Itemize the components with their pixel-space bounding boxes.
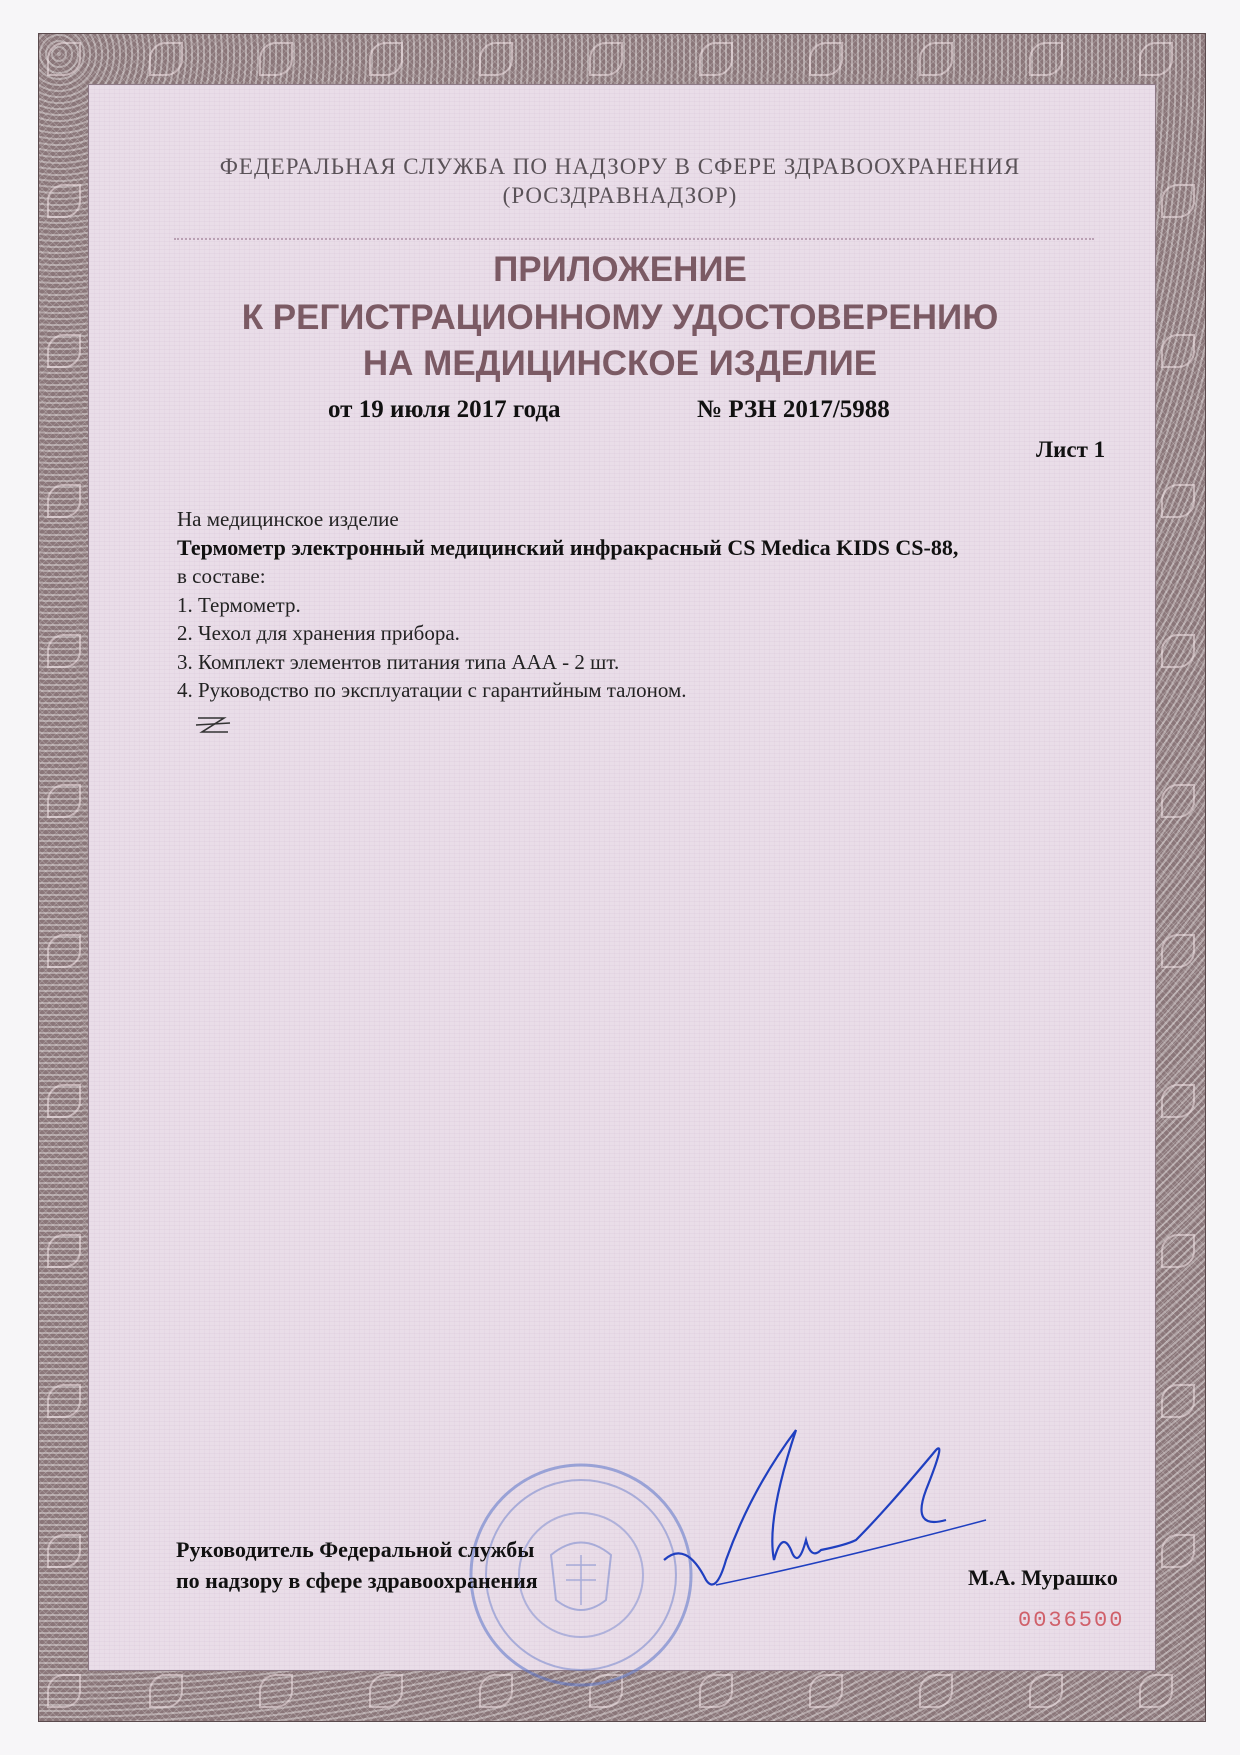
frame-ornament bbox=[1139, 1674, 1173, 1708]
frame-ornament bbox=[589, 42, 623, 76]
frame-ornament bbox=[47, 784, 81, 818]
frame-ornament bbox=[47, 934, 81, 968]
frame-ornament bbox=[1161, 784, 1195, 818]
frame-ornament bbox=[149, 42, 183, 76]
signatory-title-line: по надзору в сфере здравоохранения bbox=[176, 1568, 538, 1593]
composition-label: в составе: bbox=[177, 564, 266, 588]
frame-ornament bbox=[1161, 484, 1195, 518]
frame-ornament bbox=[47, 1084, 81, 1118]
document-body bbox=[177, 505, 958, 705]
frame-ornament bbox=[369, 1674, 403, 1708]
list-item: 3. Комплект элементов питания типа ААА - 2 шт. bbox=[177, 649, 620, 674]
frame-ornament bbox=[47, 1234, 81, 1268]
frame-ornament bbox=[259, 1674, 293, 1708]
device-name: Термометр электронный медицинский инфракрасный CS Medica KIDS CS-88, bbox=[177, 534, 959, 560]
frame-ornament bbox=[149, 1674, 183, 1708]
document-subtitle-2: НА МЕДИЦИНСКОЕ ИЗДЕЛИЕ bbox=[362, 344, 878, 383]
z-closing-mark bbox=[194, 712, 234, 736]
document-title: ПРИЛОЖЕНИЕ bbox=[493, 250, 747, 289]
sheet-number: Лист 1 bbox=[1036, 437, 1106, 462]
agency-abbreviation: (РОСЗДРАВНАДЗОР) bbox=[502, 183, 738, 208]
frame-ornament bbox=[1161, 1534, 1195, 1568]
list-item: 2. Чехол для хранения прибора. bbox=[177, 621, 460, 645]
signatory-title-line: Руководитель Федеральной службы bbox=[176, 1537, 535, 1562]
frame-ornament bbox=[259, 42, 293, 76]
frame-ornament bbox=[809, 42, 843, 76]
frame-ornament bbox=[47, 484, 81, 518]
frame-ornament bbox=[1161, 634, 1195, 668]
list-item: 1. Термометр. bbox=[177, 592, 301, 617]
frame-ornament bbox=[919, 42, 953, 76]
frame-ornament bbox=[1161, 1234, 1195, 1268]
frame-ornament bbox=[1029, 1674, 1063, 1708]
frame-ornament bbox=[369, 42, 403, 76]
document-subtitle: К РЕГИСТРАЦИОННОМУ УДОСТОВЕРЕНИЮ bbox=[241, 298, 999, 337]
frame-ornament bbox=[1139, 42, 1173, 76]
header-divider bbox=[174, 238, 1094, 240]
signer-name: М.А. Мурашко bbox=[968, 1565, 1118, 1590]
frame-ornament bbox=[47, 42, 81, 76]
frame-ornament bbox=[699, 42, 733, 76]
frame-ornament bbox=[1029, 42, 1063, 76]
frame-ornament bbox=[47, 634, 81, 668]
frame-ornament bbox=[47, 1674, 81, 1708]
list-item: 4. Руководство по эксплуатации с гарантийным талоном. bbox=[177, 678, 687, 702]
frame-ornament bbox=[1161, 1384, 1195, 1418]
frame-ornament bbox=[809, 1674, 843, 1708]
issue-date: от 19 июля 2017 года bbox=[328, 396, 561, 423]
registration-number: № РЗН 2017/5988 bbox=[697, 396, 890, 423]
intro-line: На медицинское изделие bbox=[177, 507, 399, 531]
frame-ornament bbox=[919, 1674, 953, 1708]
frame-ornament bbox=[479, 42, 513, 76]
frame-ornament bbox=[47, 1534, 81, 1568]
frame-ornament bbox=[1161, 1084, 1195, 1118]
signatory-title bbox=[176, 1534, 538, 1596]
agency-name: ФЕДЕРАЛЬНАЯ СЛУЖБА ПО НАДЗОРУ В СФЕРЕ ЗДРАВООХРАНЕНИЯ bbox=[219, 154, 1021, 179]
frame-ornament bbox=[699, 1674, 733, 1708]
frame-ornament bbox=[47, 1384, 81, 1418]
serial-number: 0036500 bbox=[1018, 1608, 1125, 1633]
frame-ornament bbox=[1161, 934, 1195, 968]
